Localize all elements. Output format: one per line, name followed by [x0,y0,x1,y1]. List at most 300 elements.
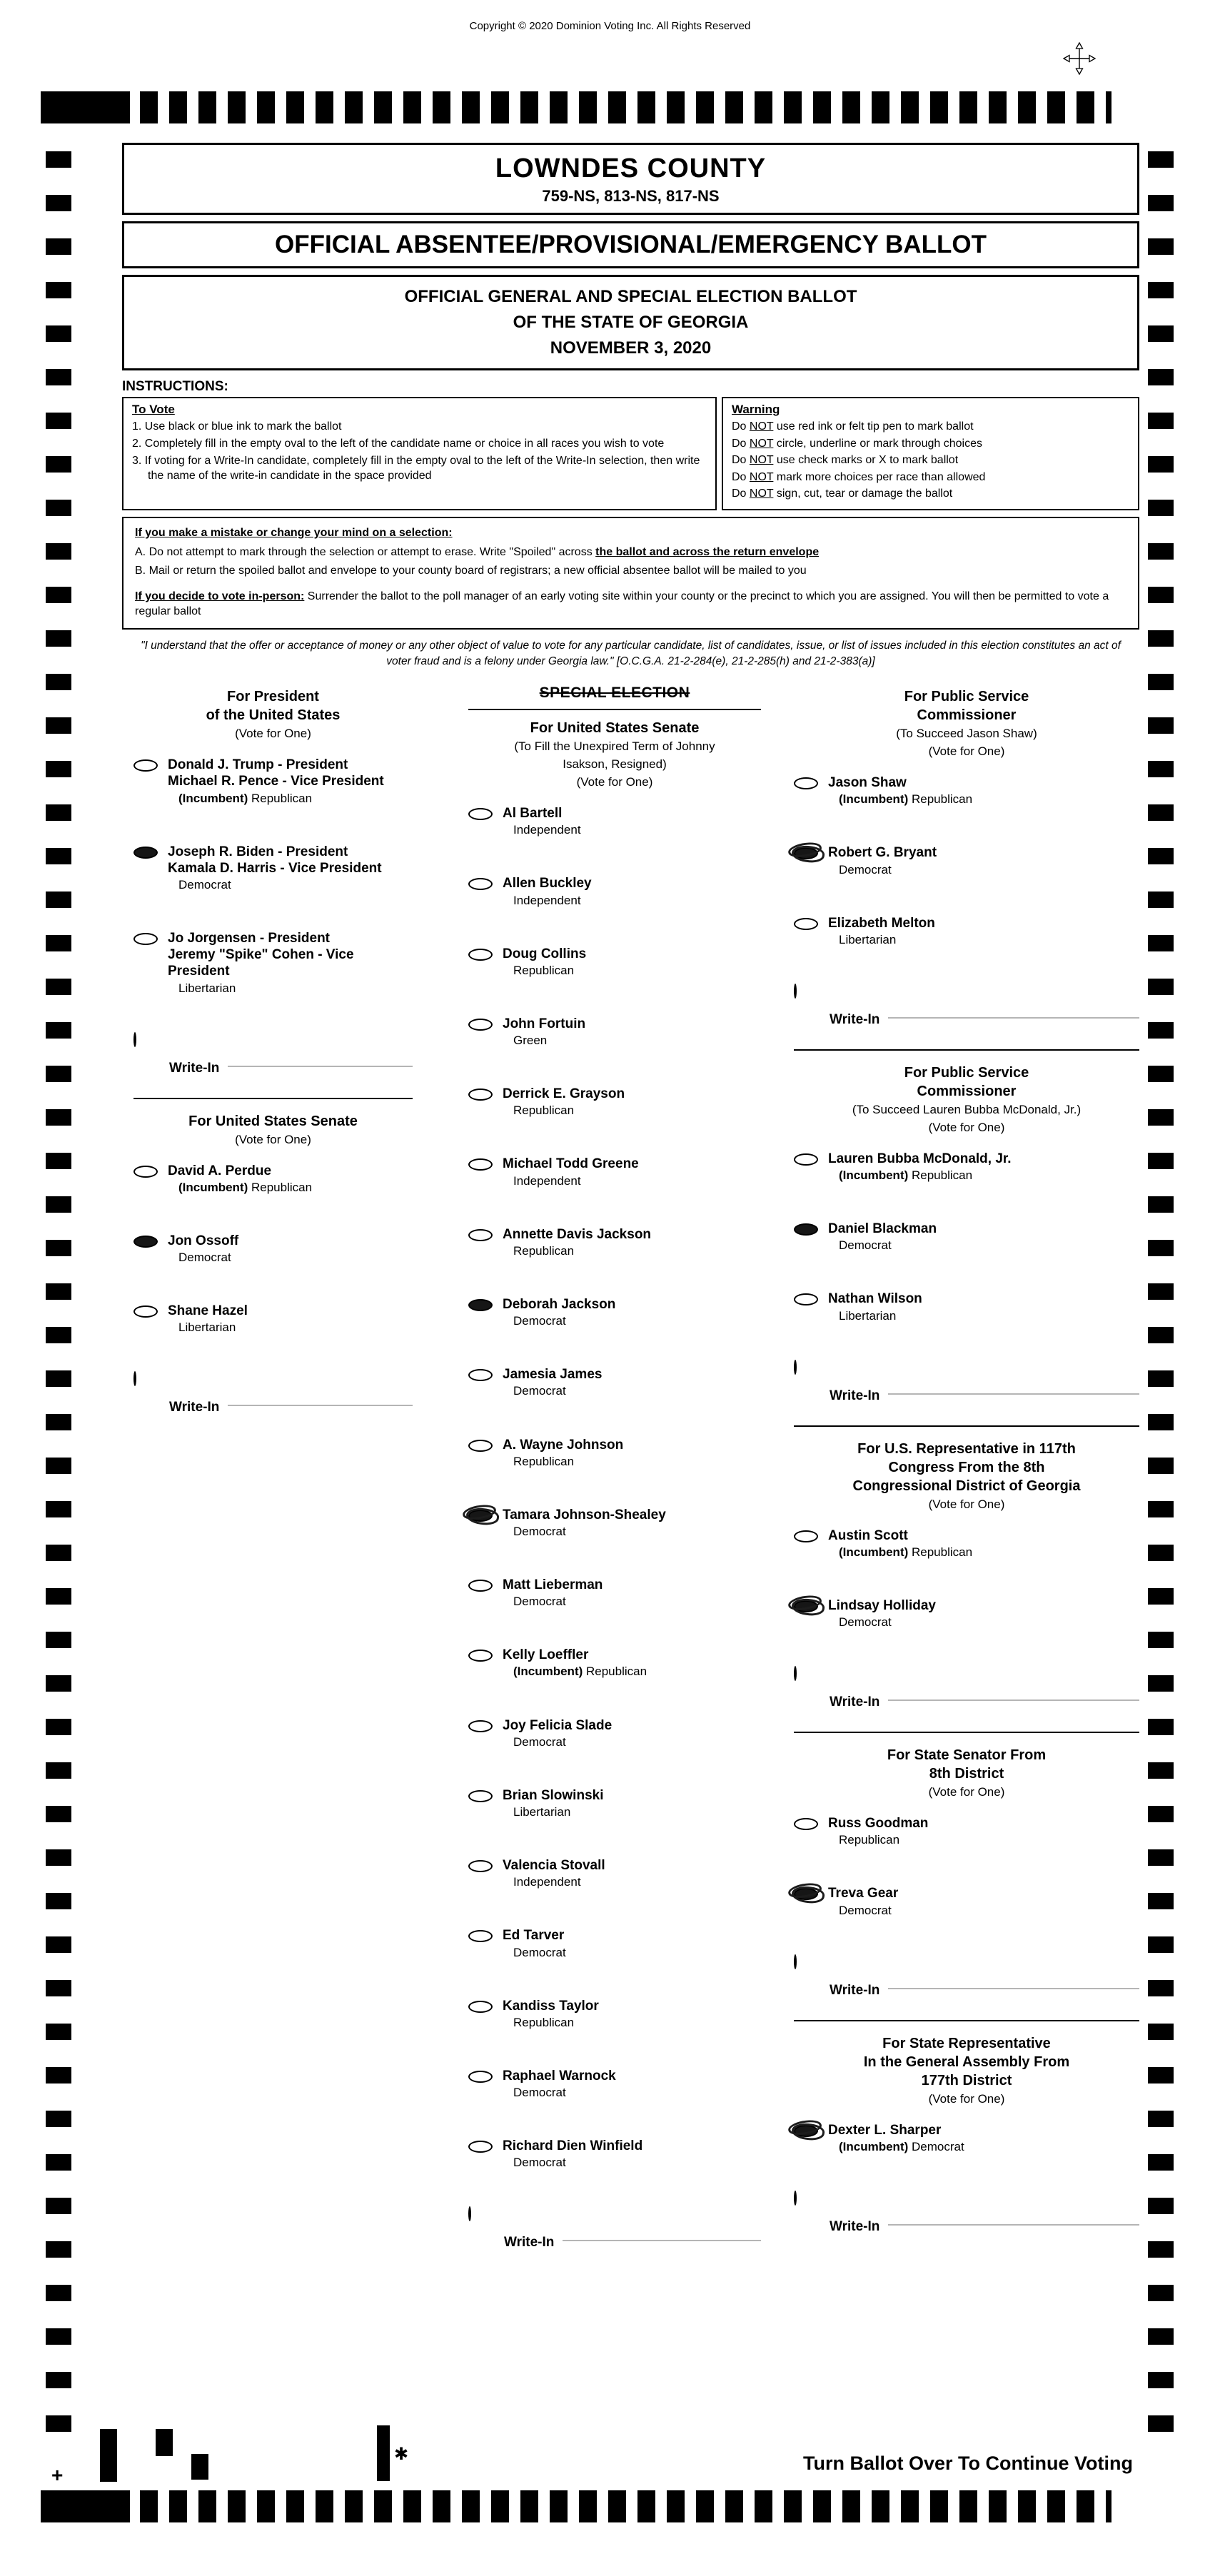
candidate-name: Kamala D. Harris - Vice President [168,860,382,876]
candidate-text [503,1927,566,1960]
write-in-row [830,1983,1139,1999]
write-in-oval[interactable] [794,2191,797,2206]
party-name: Democrat [839,1615,892,1630]
ballot-oval[interactable] [794,1153,818,1166]
mistake-title: If you make a mistake or change your mind on a selection: [135,526,453,539]
ballot-oval[interactable] [468,1089,493,1101]
in-person-instructions: If you decide to vote in-person: Surrender the ballot to the poll manager of an early voting site within your county or the precinct to which you are assigned. You will then be permitted to vote a regular ballot [135,590,1109,618]
candidate-name: Joseph R. Biden - President [168,844,348,859]
warning-item: Do NOT mark more choices per race than allowed [732,470,986,483]
election-title-line1: OFFICIAL GENERAL AND SPECIAL ELECTION BALLOT [404,287,857,306]
candidate-party [839,932,935,948]
write-in-oval[interactable] [794,1666,797,1681]
candidate-name: Michael R. Pence - Vice President [168,774,384,789]
candidate-name: Treva Gear [828,1886,899,1901]
ballot-oval[interactable] [468,2141,493,2153]
mistake-instructions-box [122,517,1139,630]
ballot-oval[interactable] [133,1305,158,1318]
candidate-name: Russ Goodman [828,1816,929,1832]
incumbent-label: (Incumbent) [839,1168,912,1183]
candidate-name: Michael Todd Greene [503,1156,639,1172]
party-name: Independent [513,823,581,837]
candidate-name: Kelly Loeffler [503,1647,589,1663]
race-title: Commissioner [917,1083,1017,1099]
party-name: Republican [586,1665,647,1679]
candidate-party [839,1168,1012,1183]
candidate-party [513,1313,615,1329]
ballot-column-middle [440,685,768,2272]
candidate-row [133,1163,413,1196]
write-in-line[interactable] [888,1017,1139,1019]
write-in-oval[interactable] [133,1371,136,1386]
race-section [794,2020,1139,2235]
candidate-party [513,1664,647,1680]
ballot-oval-marked[interactable] [794,1888,818,1900]
race-title: of the United States [206,707,341,724]
star-registration-mark: ✱ [394,2445,409,2464]
candidate-text [503,1787,603,1820]
ballot-oval[interactable] [468,2001,493,2013]
ballot-oval[interactable] [794,918,818,930]
write-in-label: Write-In [169,1400,220,1415]
candidate-name: Jamesia James [503,1367,603,1383]
plus-registration-mark: + [51,2464,64,2486]
ballot-oval[interactable] [794,1818,818,1830]
race-header [794,687,1139,760]
party-name: Green [513,1034,548,1048]
special-election-heading: SPECIAL ELECTION [468,685,761,710]
party-name: Republican [912,1545,973,1559]
candidate-text [503,1296,615,1329]
candidate-party [513,1945,566,1961]
party-name: Libertarian [839,1308,897,1323]
candidate-text [503,1366,602,1399]
write-in-label: Write-In [830,1694,880,1710]
candidate-text [168,1163,312,1196]
candidate-name: Deborah Jackson [503,1296,616,1312]
write-in-line[interactable] [228,1405,413,1406]
timing-marks-top [140,91,1111,123]
ballot-oval-marked[interactable] [468,1299,493,1311]
write-in-line[interactable] [888,1699,1139,1701]
candidate-party [513,1243,651,1259]
ballot-oval[interactable] [468,1860,493,1872]
candidate-party [839,862,937,878]
candidate-row [468,2068,761,2101]
to-vote-item: 1. Use black or blue ink to mark the ballot [132,420,342,433]
incumbent-label: (Incumbent) [178,1180,251,1194]
race-subtitle: (To Succeed Jason Shaw) [896,727,1037,741]
incumbent-label: (Incumbent) [839,2139,912,2153]
race-section [133,687,413,1076]
candidate-text [828,1290,922,1323]
ballot-oval[interactable] [794,1293,818,1305]
candidate-text [828,915,935,948]
race-title: For Public Service [904,689,1029,705]
party-name: Republican [513,1103,575,1118]
write-in-oval-row [794,1956,1139,1973]
race-header [794,1746,1139,1801]
ballot-oval[interactable] [468,1019,493,1031]
write-in-line[interactable] [888,1988,1139,1989]
party-name: Libertarian [839,932,897,946]
registration-bar [191,2454,208,2480]
ballot-oval[interactable] [468,1158,493,1171]
race-header [133,1112,413,1148]
candidate-text [503,1577,603,1610]
timing-marks-right [1148,151,1174,2443]
write-in-oval[interactable] [794,1954,797,1969]
candidate-row [468,1156,761,1188]
write-in-row [169,1400,413,1415]
candidate-party [178,877,382,893]
candidate-row [468,1998,761,2031]
race-subtitle: (Vote for One) [928,1120,1005,1134]
election-date: NOVEMBER 3, 2020 [550,338,712,358]
party-name: Democrat [912,2139,964,2153]
party-name: Democrat [513,1595,566,1609]
turn-ballot-over-text: Turn Ballot Over To Continue Voting [803,2453,1133,2474]
candidate-name: Raphael Warnock [503,2068,616,2083]
race-subtitle: (To Fill the Unexpired Term of Johnny [514,739,715,754]
ballot-oval-marked[interactable] [794,847,818,859]
candidate-party [513,1734,612,1750]
candidate-text [503,1857,605,1890]
candidate-name: Derrick E. Grayson [503,1086,625,1102]
candidate-party [513,2085,616,2101]
candidate-party [839,1832,928,1848]
party-name: Democrat [513,2156,566,2170]
candidate-text [503,1998,599,2031]
candidate-row [133,930,413,996]
write-in-oval[interactable] [133,1032,136,1047]
party-name: Independent [513,1875,581,1889]
ballot-oval[interactable] [468,1790,493,1802]
county-name: LOWNDES COUNTY [495,153,767,183]
write-in-oval-row [794,1667,1139,1684]
candidate-name: Jeremy "Spike" Cohen - Vice President [168,947,354,979]
candidate-party [513,1103,625,1118]
write-in-oval[interactable] [468,2206,471,2221]
candidate-row [133,757,413,806]
warning-item: Do NOT circle, underline or mark through choices [732,437,982,450]
candidate-text [828,1815,928,1848]
timing-marks-left [46,151,71,2443]
ballot-oval[interactable] [468,949,493,961]
write-in-oval[interactable] [794,1360,797,1375]
candidate-row [468,1296,761,1329]
party-name: Republican [513,2015,575,2029]
ballot-oval[interactable] [468,2071,493,2083]
candidate-row [468,1717,761,1750]
candidate-name: David A. Perdue [168,1163,272,1178]
party-name: Democrat [513,2086,566,2100]
write-in-label: Write-In [504,2235,555,2251]
ballot-oval-marked[interactable] [133,847,158,859]
write-in-label: Write-In [830,1011,880,1027]
write-in-row [830,1388,1139,1404]
candidate-text [828,774,972,807]
race-header [468,719,761,791]
ballot-oval[interactable] [794,1530,818,1542]
race-subtitle: (Vote for One) [928,1497,1005,1511]
timing-mark-lead-bottom [41,2490,130,2522]
party-name: Libertarian [178,1320,236,1335]
candidate-text [503,2068,616,2101]
candidate-row [468,1507,761,1540]
county-header-box [122,143,1139,215]
race-title: For United States Senate [530,720,700,737]
candidate-party [839,1545,972,1560]
candidate-party [839,1615,936,1630]
party-name: Democrat [513,1524,566,1538]
write-in-row [169,1061,413,1076]
ballot-column-right [768,685,1139,2256]
write-in-row [830,1012,1139,1028]
race-title: Commissioner [917,707,1017,724]
candidate-text [503,875,592,908]
write-in-oval-row [133,1034,413,1051]
candidate-text [503,1226,651,1259]
ballot-content [122,143,1139,2272]
candidate-row [468,1437,761,1470]
race-section [133,1098,413,1416]
race-section [794,687,1139,1028]
candidate-name: Kandiss Taylor [503,1998,599,2014]
candidate-text [503,1717,612,1750]
race-title: For State Senator From [887,1747,1047,1764]
candidate-text [168,844,382,893]
candidate-name: Al Bartell [503,806,563,822]
candidate-name: Matt Lieberman [503,1577,603,1593]
candidate-text [503,1156,639,1188]
candidate-row [133,844,413,893]
write-in-line[interactable] [228,1066,413,1067]
mistake-item-b: B. Mail or return the spoiled ballot and envelope to your county board of registrars; a new official absentee ballot will be mailed to you [135,565,807,577]
candidate-row [468,805,761,838]
write-in-line[interactable] [888,2224,1139,2226]
party-name: Republican [251,791,313,805]
candidate-row [794,1597,1139,1630]
candidate-party [178,1320,248,1335]
copyright-notice: Copyright © 2020 Dominion Voting Inc. All Rights Reserved [469,20,751,32]
candidate-party [839,1903,898,1919]
ballot-column-left [122,685,440,1437]
write-in-oval-row [794,985,1139,1002]
ballot-oval[interactable] [794,777,818,789]
candidate-text [828,1527,972,1560]
ballot-oval-marked[interactable] [133,1236,158,1248]
candidate-name: Austin Scott [828,1527,908,1543]
candidate-name: Richard Dien Winfield [503,2138,643,2154]
write-in-label: Write-In [830,1982,880,1998]
ballot-oval[interactable] [133,759,158,772]
ballot-oval[interactable] [468,1720,493,1732]
write-in-line[interactable] [563,2240,761,2241]
candidate-row [468,1366,761,1399]
to-vote-box [122,397,717,510]
candidate-row [794,1885,1139,1918]
party-name: Independent [513,1173,581,1188]
candidate-name: Elizabeth Melton [828,915,935,931]
registration-bar [377,2425,390,2481]
candidate-name: A. Wayne Johnson [503,1437,624,1453]
ballot-oval[interactable] [468,1650,493,1662]
party-name: Democrat [178,878,231,892]
race-title: For President [227,689,319,705]
ballot-oval[interactable] [133,933,158,945]
candidate-name: Jo Jorgensen - President [168,931,331,946]
ballot-oval[interactable] [468,1440,493,1452]
party-name: Libertarian [513,1805,571,1819]
instructions-label: INSTRUCTIONS: [122,379,228,394]
candidate-row [468,1016,761,1049]
incumbent-label: (Incumbent) [839,1545,912,1559]
race-subtitle: (To Succeed Lauren Bubba McDonald, Jr.) [852,1102,1082,1116]
race-subtitle: (Vote for One) [235,727,311,741]
party-name: Republican [912,1168,973,1183]
candidate-row [794,1221,1139,1253]
candidate-row [794,1527,1139,1560]
candidate-text [828,2122,964,2155]
race-subtitle: (Vote for One) [928,744,1005,759]
warning-item: Do NOT sign, cut, tear or damage the ballot [732,488,953,500]
candidate-text [503,1507,666,1540]
incumbent-label: (Incumbent) [513,1665,586,1679]
candidate-party [513,1173,639,1189]
ballot-oval[interactable] [468,1930,493,1942]
ballot-oval[interactable] [468,1580,493,1592]
candidate-text [828,1885,898,1918]
candidate-party [178,791,384,807]
candidate-name: John Fortuin [503,1016,586,1031]
race-title: In the General Assembly From [863,2054,1070,2070]
candidate-name: Shane Hazel [168,1303,248,1319]
candidate-row [468,946,761,979]
candidate-row [794,2122,1139,2155]
party-name: Democrat [178,1251,231,1265]
candidate-text [828,1221,937,1253]
warning-item: Do NOT use check marks or X to mark ballot [732,454,959,467]
to-vote-item: 2. Completely fill in the empty oval to the left of the candidate name or choice in all races you wish to vote [132,438,665,450]
candidate-party [178,1250,238,1266]
party-name: Democrat [513,1314,566,1328]
candidate-party [513,822,581,838]
party-name: Republican [839,1833,900,1847]
candidate-row [468,1086,761,1118]
candidate-row [794,844,1139,877]
candidate-party [513,2015,599,2031]
candidate-text [503,805,581,838]
race-title: For U.S. Representative in 117th [857,1440,1076,1457]
party-name: Democrat [513,1384,566,1398]
candidate-row [468,1226,761,1259]
race-subtitle: (Vote for One) [928,1785,1005,1799]
ballot-oval[interactable] [468,1369,493,1381]
candidate-text [503,946,586,979]
party-name: Republican [513,963,575,977]
candidate-name: Tamara Johnson-Shealey [503,1507,666,1522]
registration-crosshair-icon [1062,41,1097,76]
felony-statement: "I understand that the offer or acceptance of money or any other object of value to vote for any particular candidate, list of candidates, issue, or list of issues included in this election constitutes an act of voter fraud and is a felony under Georgia law." [O.C.G.A. 21-2-284(e), 21-2-285(h) and 21-2-383(a)] [141,639,1121,667]
election-title-box [122,275,1139,370]
write-in-oval-row [468,2208,761,2225]
candidate-party [513,1524,666,1540]
party-name: Independent [513,893,581,907]
ballot-oval[interactable] [468,878,493,890]
candidate-text [503,1086,625,1118]
candidate-text [503,1016,585,1049]
to-vote-item: 3. If voting for a Write-In candidate, completely fill in the empty oval to the left of the Write-In selection, then write the name of the write-in candidate in the space provided [132,455,700,483]
candidate-name: Lindsay Holliday [828,1597,936,1613]
candidate-name: Valencia Stovall [503,1858,605,1874]
party-name: Republican [251,1180,313,1194]
candidate-party [513,963,586,979]
candidate-party [839,792,972,807]
candidate-row [468,2138,761,2171]
ballot-oval[interactable] [468,808,493,820]
race-header [794,1440,1139,1513]
candidate-row [468,1577,761,1610]
ballot-oval-marked[interactable] [794,2125,818,2137]
ballot-oval-marked[interactable] [468,1510,493,1522]
race-title: For United States Senate [188,1113,358,1129]
write-in-label: Write-In [169,1060,220,1076]
race-section [794,1425,1139,1710]
ballot-oval-marked[interactable] [794,1223,818,1236]
candidate-text [828,1151,1012,1183]
candidate-row [794,1815,1139,1848]
ballot-oval[interactable] [468,1229,493,1241]
race-header [794,2034,1139,2108]
party-name: Democrat [839,862,892,877]
to-vote-title: To Vote [132,403,175,416]
candidate-party [513,1383,602,1399]
warning-item: Do NOT use red ink or felt tip pen to mark ballot [732,420,974,433]
write-in-oval[interactable] [794,984,797,999]
candidate-party [513,2155,642,2171]
candidate-party [178,1180,312,1196]
candidate-text [828,844,937,877]
candidate-party [513,1804,603,1820]
race-header [133,687,413,742]
candidate-row [468,875,761,908]
candidate-name: Jason Shaw [828,775,907,791]
race-title: Congress From the 8th [888,1459,1045,1475]
incumbent-label: (Incumbent) [178,791,251,805]
party-name: Republican [513,1243,575,1258]
candidate-party [839,1238,937,1253]
race-title: For State Representative [882,2035,1051,2051]
candidate-name: Brian Slowinski [503,1787,604,1803]
write-in-label: Write-In [830,2218,880,2234]
candidate-text [168,930,413,996]
candidate-row [468,1857,761,1890]
candidate-name: Ed Tarver [503,1928,565,1944]
candidate-name: Daniel Blackman [828,1221,937,1237]
ballot-oval-marked[interactable] [794,1600,818,1612]
candidate-party [839,2139,964,2155]
candidate-row [133,1303,413,1335]
race-title: Congressional District of Georgia [852,1478,1081,1494]
write-in-line[interactable] [888,1393,1139,1395]
candidate-name: Donald J. Trump - President [168,757,348,773]
candidate-text [168,1233,238,1266]
candidate-name: Annette Davis Jackson [503,1226,652,1242]
candidate-party [513,1594,603,1610]
race-title: 177th District [921,2072,1012,2088]
ballot-oval[interactable] [133,1166,158,1178]
